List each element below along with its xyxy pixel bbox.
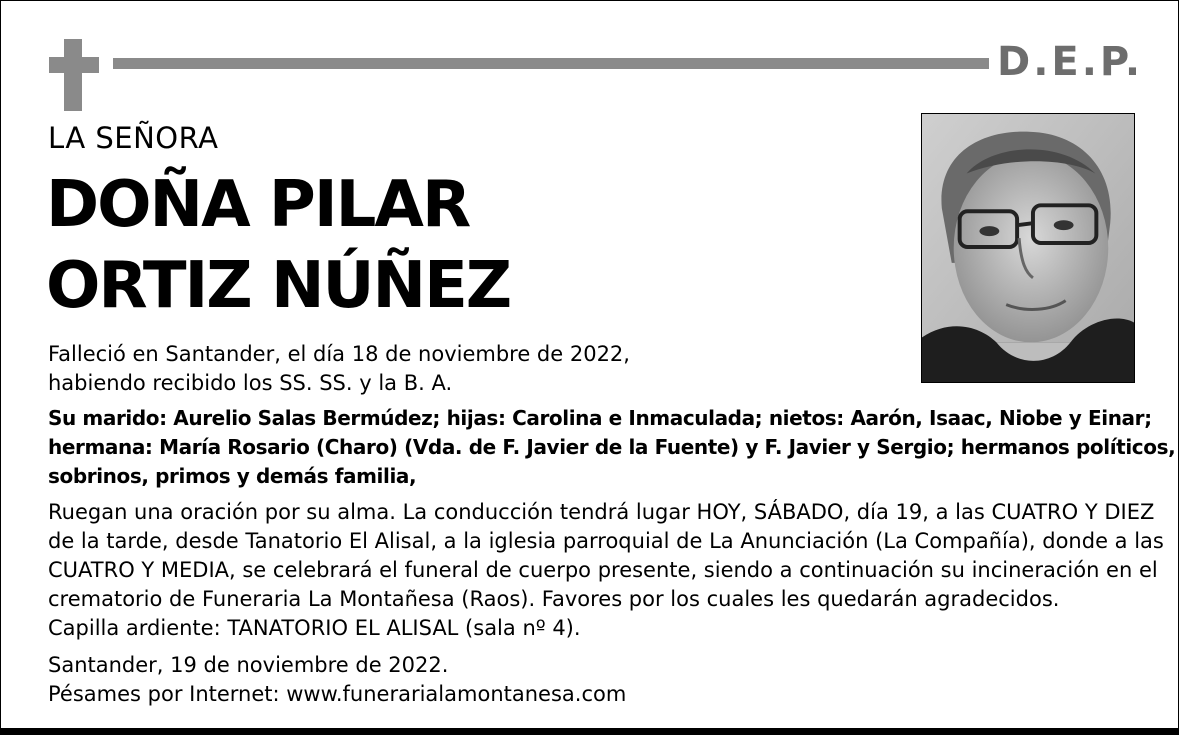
text-line: de la tarde, desde Tanatorio El Alisal, a la iglesia parroquial de La Anunciación (La Compañía), donde a las [48, 529, 1164, 553]
deceased-name-line1: DOÑA PILAR [46, 168, 470, 242]
cross-icon [49, 39, 99, 111]
text-line: crematorio de Funeraria La Montañesa (Raos). Favores por los cuales les quedarán agradecidos. [48, 587, 1060, 611]
header-rule [113, 58, 989, 69]
text-line: CUATRO Y MEDIA, se celebrará el funeral de cuerpo presente, siendo a continuación su incineración en el [48, 558, 1158, 582]
death-announcement [48, 340, 630, 398]
honorific-prefix: LA SEÑORA [48, 121, 219, 155]
portrait-photo [921, 113, 1135, 383]
date-line: Santander, 19 de noviembre de 2022. [48, 653, 449, 677]
text-line: Su marido: Aurelio Salas Bermúdez; hijas: Carolina e Inmaculada; nietos: Aarón, Isaac, Niobe y Einar; [48, 406, 1152, 430]
notice-footer [48, 651, 626, 709]
text-line: Ruegan una oración por su alma. La conducción tendrá lugar HOY, SÁBADO, día 19, a las CUATRO Y DIEZ [48, 500, 1155, 524]
dep-heading: D.E.P. [997, 39, 1144, 85]
text-line: habiendo recibido los SS. SS. y la B. A. [48, 371, 453, 395]
text-line: sobrinos, primos y demás familia, [48, 464, 417, 488]
family-list [48, 404, 1175, 491]
text-line: Falleció en Santander, el día 18 de noviembre de 2022, [48, 342, 630, 366]
ceremony-details [48, 498, 1164, 643]
text-line: Capilla ardiente: TANATORIO EL ALISAL (sala nº 4). [48, 616, 581, 640]
deceased-name-line2: ORTIZ NÚÑEZ [46, 249, 511, 323]
text-line: hermana: María Rosario (Charo) (Vda. de F. Javier de la Fuente) y F. Javier y Sergio; hermanos políticos, [48, 435, 1176, 459]
condolences-url-line: Pésames por Internet: www.funerarialamontanesa.com [48, 682, 627, 706]
